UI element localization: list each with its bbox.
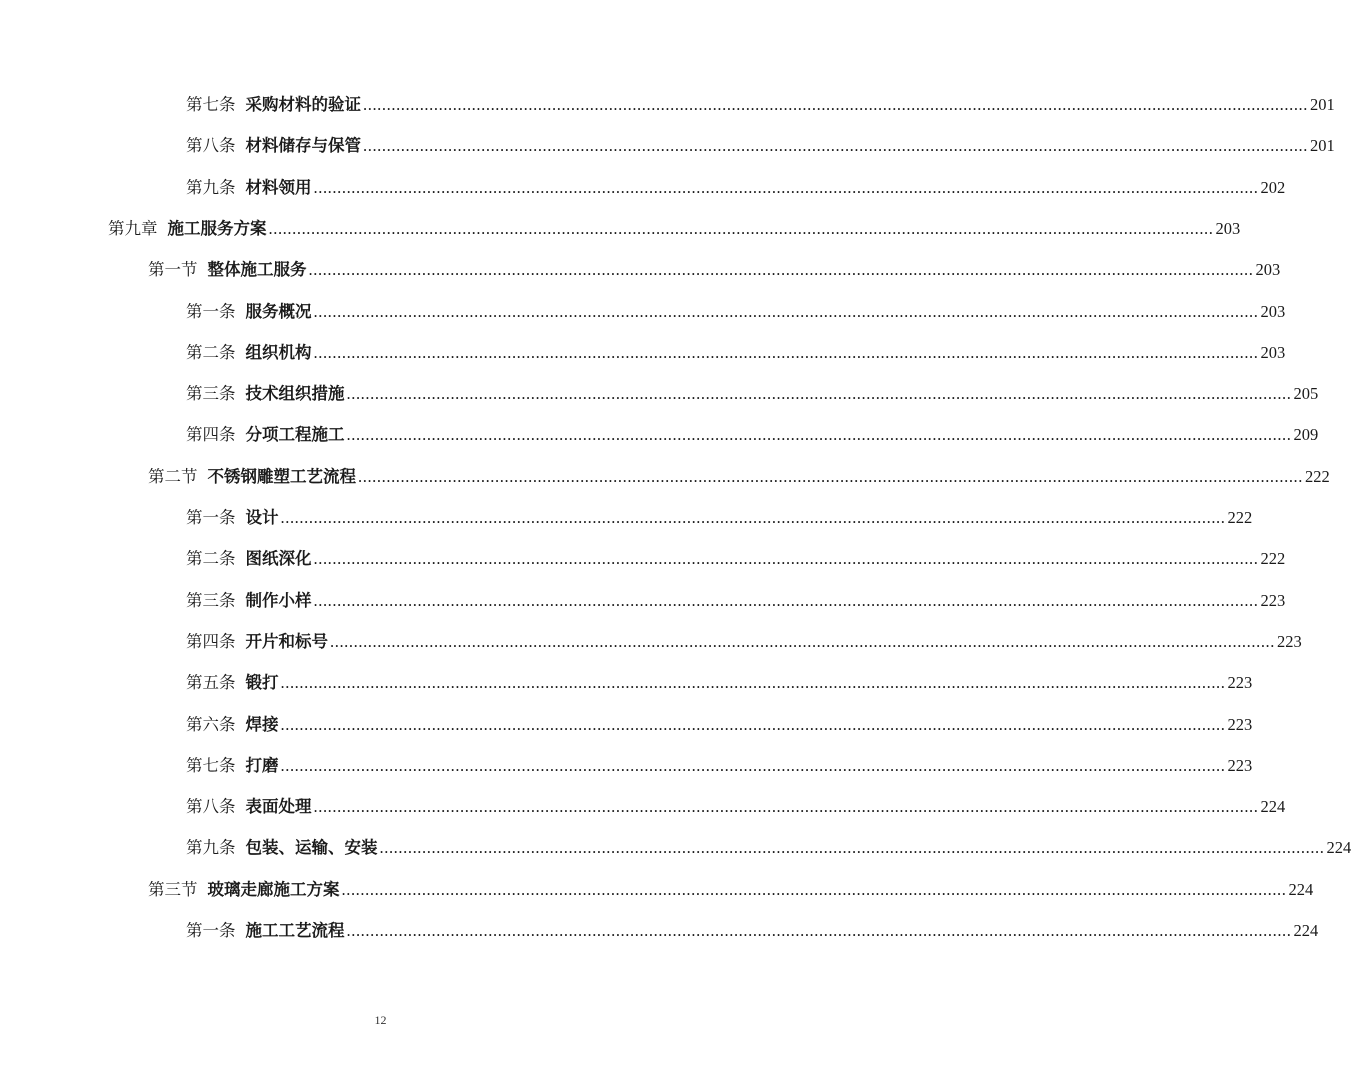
toc-leader-dots: ........................................................................................................................................................................................................ xyxy=(280,673,1226,693)
toc-leader-dots: ........................................................................................................................................................................................................ xyxy=(313,301,1259,321)
toc-entry-number: 第四条 xyxy=(186,425,236,445)
toc-entry-page: 223 xyxy=(1277,631,1302,651)
toc-entry-number: 第一条 xyxy=(186,301,236,321)
toc-entry[interactable] xyxy=(0,299,1286,323)
toc-entry-title: 技术组织措施 xyxy=(245,384,345,404)
toc-entry-number: 第七条 xyxy=(186,755,236,775)
toc-entry-page: 224 xyxy=(1288,879,1314,899)
toc-entry-page: 203 xyxy=(1260,342,1286,362)
toc-entry[interactable] xyxy=(0,588,1286,612)
toc-entry[interactable] xyxy=(0,877,1314,901)
toc-entry[interactable] xyxy=(0,257,1281,281)
toc-entry-number: 第八条 xyxy=(186,136,236,156)
toc-entry[interactable] xyxy=(0,670,1253,694)
toc-entry-page: 202 xyxy=(1260,177,1286,197)
toc-entry-number: 第八条 xyxy=(186,797,236,817)
toc-entry-title: 焊接 xyxy=(245,714,279,734)
toc-entry-number: 第九条 xyxy=(186,177,236,197)
page-number: 12 xyxy=(374,1013,387,1027)
toc-entry[interactable] xyxy=(0,918,1319,942)
toc-entry-page: 222 xyxy=(1227,508,1253,527)
toc-leader-dots: ........................................................................................................................................................................................................ xyxy=(280,755,1226,775)
toc-leader-dots: ........................................................................................................................................................................................................ xyxy=(330,631,1275,651)
toc-leader-dots: ........................................................................................................................................................................................................ xyxy=(280,714,1226,734)
toc-entry-number: 第一节 xyxy=(148,260,198,280)
toc-entry-title: 开片和标号 xyxy=(245,631,328,651)
toc-entry-title: 组织机构 xyxy=(245,342,312,362)
toc-leader-dots: ........................................................................................................................................................................................................ xyxy=(346,384,1292,404)
toc-entry[interactable] xyxy=(0,133,1335,157)
toc-entry-title: 服务概况 xyxy=(245,301,312,321)
toc-entry[interactable] xyxy=(0,794,1286,818)
toc-entry[interactable] xyxy=(0,381,1319,405)
toc-entry[interactable] xyxy=(0,464,1330,488)
toc-leader-dots: ........................................................................................................................................................................................................ xyxy=(280,508,1226,527)
toc-entry-page: 205 xyxy=(1293,384,1319,404)
toc-entry-number: 第一条 xyxy=(186,921,236,940)
toc-leader-dots: ........................................................................................................................................................................................................ xyxy=(313,590,1259,610)
toc-entry-title: 施工服务方案 xyxy=(167,218,267,238)
toc-entry[interactable] xyxy=(0,216,1241,240)
toc-entry-page: 201 xyxy=(1310,95,1335,114)
toc-entry-page: 203 xyxy=(1260,301,1286,321)
toc-entry-number: 第一条 xyxy=(186,508,236,527)
toc-entry-number: 第二条 xyxy=(186,342,236,362)
toc-entry-number: 第七条 xyxy=(186,95,236,114)
toc-entry-page: 223 xyxy=(1227,755,1253,775)
toc-leader-dots: ........................................................................................................................................................................................................ xyxy=(313,797,1259,817)
toc-entry-page: 223 xyxy=(1227,673,1253,693)
toc-entry-title: 材料领用 xyxy=(245,177,312,197)
toc-leader-dots: ........................................................................................................................................................................................................ xyxy=(346,921,1292,940)
toc-entry-title: 玻璃走廊施工方案 xyxy=(207,879,340,899)
toc-entry-title: 表面处理 xyxy=(245,797,312,817)
toc-entry-title: 分项工程施工 xyxy=(245,425,345,445)
toc-entry[interactable] xyxy=(0,92,1335,116)
toc-entry-page: 201 xyxy=(1310,136,1335,156)
toc-entry[interactable] xyxy=(0,175,1286,199)
toc-entry-page: 224 xyxy=(1260,797,1286,817)
toc-entry-number: 第二条 xyxy=(186,549,236,569)
toc-entry-page: 222 xyxy=(1260,549,1286,569)
toc-entry-number: 第五条 xyxy=(186,673,236,693)
toc-leader-dots: ........................................................................................................................................................................................................ xyxy=(363,95,1308,114)
toc-entry-title: 设计 xyxy=(245,508,279,527)
toc-leader-dots: ........................................................................................................................................................................................................ xyxy=(313,342,1259,362)
toc-entry-number: 第二节 xyxy=(148,466,198,486)
toc-leader-dots: ........................................................................................................................................................................................................ xyxy=(358,466,1303,486)
toc-entry-title: 打磨 xyxy=(245,755,279,775)
toc-leader-dots: ........................................................................................................................................................................................................ xyxy=(313,549,1259,569)
toc-entry-number: 第三条 xyxy=(186,590,236,610)
toc-entry-title: 图纸深化 xyxy=(245,549,312,569)
toc-leader-dots: ........................................................................................................................................................................................................ xyxy=(341,879,1287,899)
toc-entry-number: 第四条 xyxy=(186,631,236,651)
toc-entry-title: 采购材料的验证 xyxy=(245,95,361,114)
toc-entry-page: 203 xyxy=(1255,260,1281,280)
toc-entry-page: 223 xyxy=(1260,590,1286,610)
toc-leader-dots: ........................................................................................................................................................................................................ xyxy=(313,177,1259,197)
toc-entry-title: 锻打 xyxy=(245,673,279,693)
toc-entry[interactable] xyxy=(0,422,1319,446)
toc-entry[interactable] xyxy=(0,340,1286,364)
toc-entry-page: 222 xyxy=(1305,466,1330,486)
toc-entry-title: 施工工艺流程 xyxy=(245,921,345,940)
toc-leader-dots: ........................................................................................................................................................................................................ xyxy=(363,136,1308,156)
toc-entry-number: 第三条 xyxy=(186,384,236,404)
toc-entry[interactable] xyxy=(0,546,1286,570)
toc-entry-number: 第九章 xyxy=(108,218,158,238)
toc-entry-page: 224 xyxy=(1293,921,1319,940)
toc-entry[interactable] xyxy=(0,753,1253,777)
toc-entry[interactable] xyxy=(0,835,1351,859)
toc-entry-number: 第六条 xyxy=(186,714,236,734)
toc-entry-page: 209 xyxy=(1293,425,1319,445)
toc-entry[interactable] xyxy=(0,629,1302,653)
toc-entry[interactable] xyxy=(0,505,1253,529)
toc-leader-dots: ........................................................................................................................................................................................................ xyxy=(346,425,1292,445)
toc-leader-dots: ........................................................................................................................................................................................................ xyxy=(268,218,1214,238)
toc-entry-page: 223 xyxy=(1227,714,1253,734)
toc-entry-page: 203 xyxy=(1215,218,1241,238)
toc-entry-title: 不锈钢雕塑工艺流程 xyxy=(207,466,356,486)
toc-leader-dots: ........................................................................................................................................................................................................ xyxy=(379,838,1325,858)
toc-entry-title: 整体施工服务 xyxy=(207,260,307,280)
toc-entry-title: 制作小样 xyxy=(245,590,312,610)
toc-entry-title: 包装、运输、安装 xyxy=(245,838,378,858)
toc-leader-dots: ........................................................................................................................................................................................................ xyxy=(308,260,1254,280)
toc-entry[interactable] xyxy=(0,712,1253,736)
toc-entry-page: 224 xyxy=(1326,838,1351,858)
toc-entry-number: 第九条 xyxy=(186,838,236,858)
toc-entry-number: 第三节 xyxy=(148,879,198,899)
toc-entry-title: 材料储存与保管 xyxy=(245,136,361,156)
